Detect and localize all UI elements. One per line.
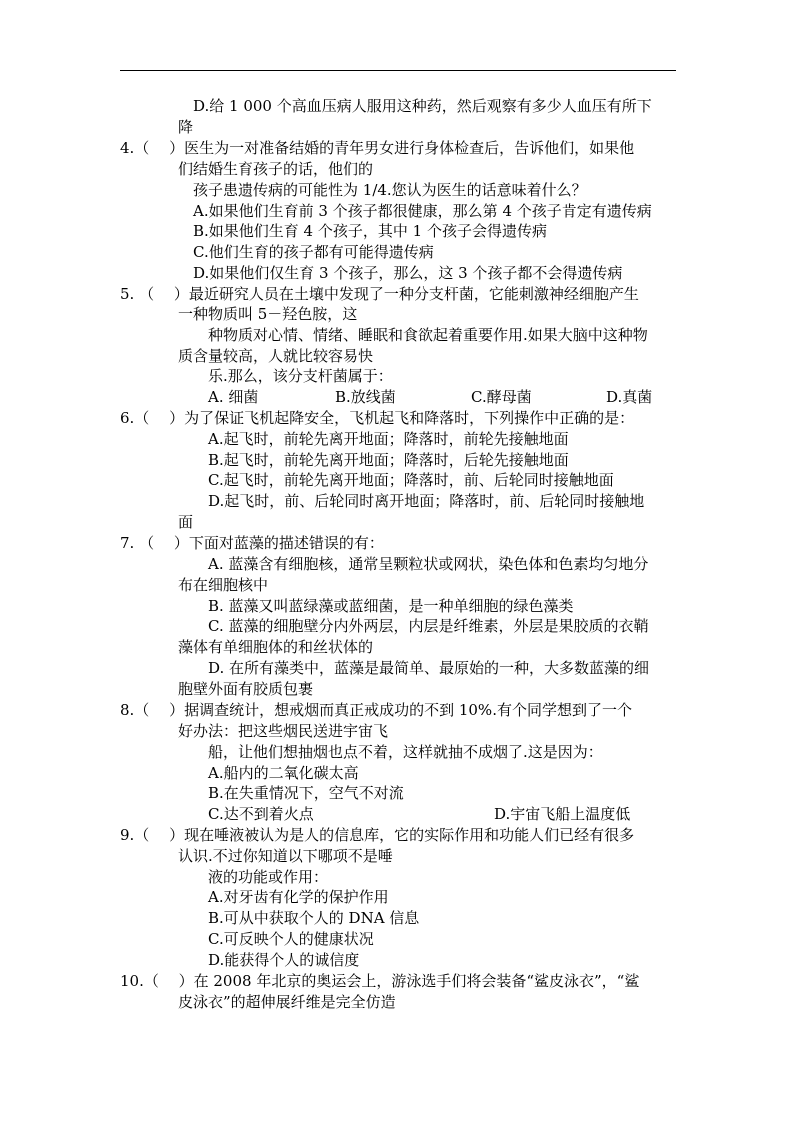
q8-stem: 8.（ ）据调查统计，想戒烟而真正戒成功的不到 10%.有个同学想到了一个 (120, 701, 632, 719)
header-rule (120, 70, 676, 71)
q3-option-d: D.给 1 000 个高血压病人服用这种药，然后观察有多少人血压有所下 (193, 97, 652, 115)
q8-stem-cont2: 船，让他们想抽烟也点不着，这样就抽不成烟了.这是因为： (208, 743, 603, 761)
q6-option-c: C.起飞时，前轮先离开地面；降落时，前、后轮同时接触地面 (208, 471, 614, 489)
q6-option-b: B.起飞时，前轮先离开地面；降落时，后轮先接触地面 (208, 451, 569, 469)
q4-option-a: A.如果他们生育前 3 个孩子都很健康，那么第 4 个孩子肯定有遗传病 (193, 202, 652, 220)
q4-stem: 4.（ ）医生为一对准备结婚的青年男女进行身体检查后，告诉他们，如果他 (120, 139, 635, 157)
q9-option-b: B.可从中获取个人的 DNA 信息 (208, 909, 420, 927)
q9-stem-cont: 认识.不过你知道以下哪项不是唾 (178, 847, 393, 865)
q4-option-d: D.如果他们仅生育 3 个孩子，那么，这 3 个孩子都不会得遗传病 (193, 264, 623, 282)
q7-stem: 7. （ ）下面对蓝藻的描述错误的有： (120, 534, 384, 552)
q5-stem-cont4: 乐.那么，该分支杆菌属于： (208, 367, 393, 385)
q5-stem-cont2: 种物质对心情、情绪、睡眠和食欲起着重要作用.如果大脑中这种物 (208, 326, 648, 344)
q8-stem-cont: 好办法：把这些烟民送进宇宙飞 (178, 722, 389, 740)
q10-stem: 10.（ ）在 2008 年北京的奥运会上，游泳选手们将会装备“鲨皮泳衣”，“鲨 (120, 972, 640, 990)
q5-stem: 5. （ ）最近研究人员在土壤中发现了一种分支杆菌，它能刺激神经细胞产生 (120, 285, 639, 303)
q6-option-d-cont: 面 (178, 513, 194, 531)
q4-option-c: C.他们生育的孩子都有可能得遗传病 (193, 243, 434, 261)
q9-stem: 9.（ ）现在唾液被认为是人的信息库，它的实际作用和功能人们已经有很多 (120, 826, 635, 844)
q4-stem-cont2: 孩子患遗传病的可能性为 1/4.您认为医生的话意味着什么？ (193, 181, 587, 199)
q5-stem-cont3: 质含量较高，人就比较容易快 (178, 347, 374, 365)
q5-stem-cont: 一种物质叫 5－羟色胺，这 (178, 305, 358, 323)
q5-option-a: A. 细菌 (208, 388, 259, 406)
q7-option-d-cont: 胞壁外面有胶质包裹 (178, 680, 314, 698)
q8-option-b: B.在失重情况下，空气不对流 (208, 784, 404, 802)
q10-stem-cont: 皮泳衣”的超伸展纤维是完全仿造 (178, 993, 396, 1011)
q8-option-d: D.宇宙飞船上温度低 (494, 805, 631, 823)
q7-option-a: A. 蓝藻含有细胞核，通常呈颗粒状或网状，染色体和色素均匀地分 (208, 555, 649, 573)
q3-option-d-cont: 降 (178, 118, 194, 136)
q9-option-d: D.能获得个人的诚信度 (208, 951, 360, 969)
q9-option-a: A.对牙齿有化学的保护作用 (208, 888, 389, 906)
q7-option-d: D. 在所有藻类中，蓝藻是最简单、最原始的一种，大多数蓝藻的细 (208, 659, 650, 677)
q6-stem: 6.（ ）为了保证飞机起降安全，飞机起飞和降落时，下列操作中正确的是： (120, 409, 635, 427)
q9-stem-cont2: 液的功能或作用： (208, 868, 329, 886)
q5-option-b: B.放线菌 (335, 388, 396, 406)
q7-option-c: C. 蓝藻的细胞壁分内外两层，内层是纤维素，外层是果胶质的衣鞘 (208, 617, 649, 635)
q8-option-a: A.船内的二氧化碳太高 (208, 764, 359, 782)
q5-option-c: C.酵母菌 (471, 388, 532, 406)
q4-option-b: B.如果他们生育 4 个孩子，其中 1 个孩子会得遗传病 (193, 222, 547, 240)
q6-option-a: A.起飞时，前轮先离开地面；降落时，前轮先接触地面 (208, 430, 569, 448)
q5-option-d: D.真菌 (606, 388, 653, 406)
q7-option-c-cont: 藻体有单细胞体的和丝状体的 (178, 638, 374, 656)
q4-stem-cont: 们结婚生育孩子的话，他们的 (178, 160, 374, 178)
q6-option-d: D.起飞时，前、后轮同时离开地面；降落时，前、后轮同时接触地 (208, 492, 645, 510)
q9-option-c: C.可反映个人的健康状况 (208, 930, 374, 948)
q8-option-c: C.达不到着火点 (208, 805, 314, 823)
q7-option-b: B. 蓝藻又叫蓝绿藻或蓝细菌，是一种单细胞的绿色藻类 (208, 597, 574, 615)
q7-option-a-cont: 布在细胞核中 (178, 576, 269, 594)
